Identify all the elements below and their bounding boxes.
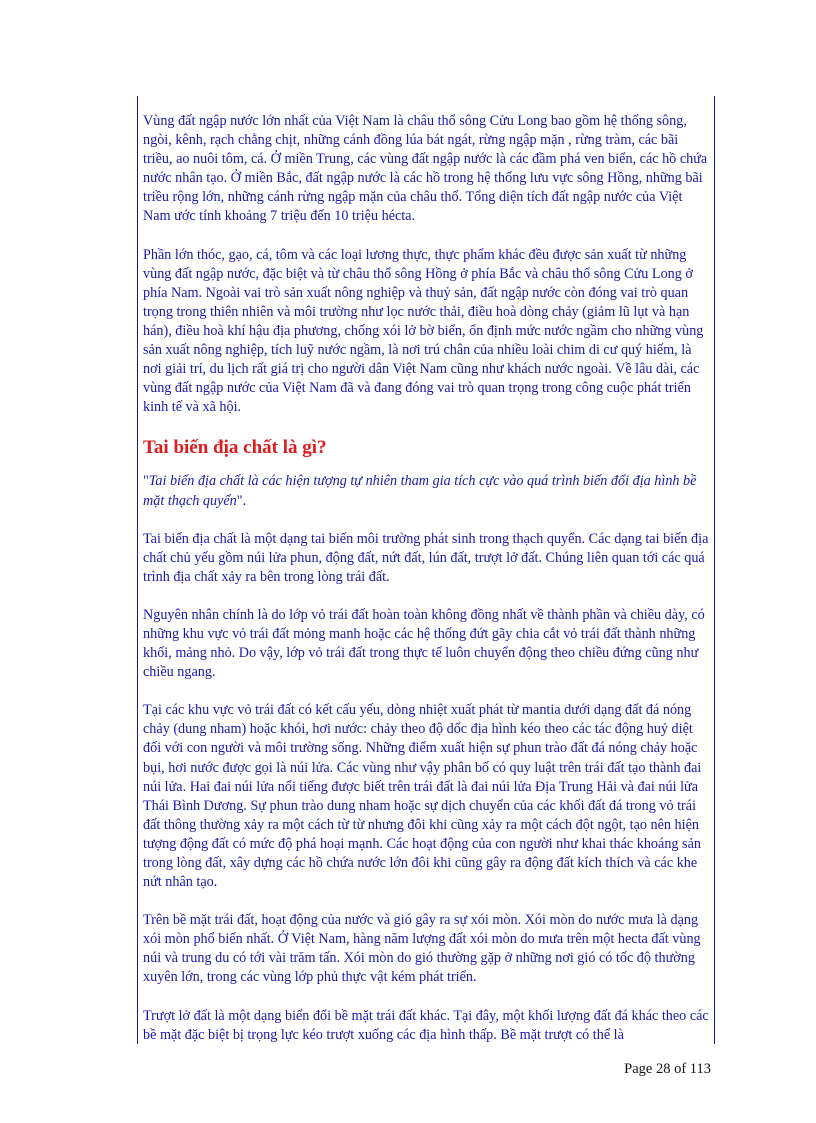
definition-quote-text: Tai biến địa chất là các hiện tượng tự nhiên tham gia tích cực vào quá trình biến đổi địa hình bề mặt thạch quyển: [143, 473, 697, 509]
section-heading: Tai biến địa chất là gì?: [143, 437, 327, 459]
paragraph-geohazard-definition: Tai biến địa chất là một dạng tai biến môi trường phát sinh trong thạch quyển. Các dạng tai biến địa chất chủ yếu gồm núi lửa phun, động đất, nứt đất, lún đất, trượt lở đất. Chúng liên quan tới các quá trình địa chất xảy ra bên trong lòng trái đất.: [143, 530, 709, 585]
paragraph-wetlands-role: Phần lớn thóc, gạo, cá, tôm và các loại lương thực, thực phẩm khác đều được sản xuất từ những vùng đất ngập nước, đặc biệt và từ châu thổ sông Hồng ở phía Bắc và châu thổ sông Cửu Long ở phía Nam. Ngoài vai trò sản xuất nông nghiệp và thuỷ sản, đất ngập nước còn đóng vai trò quan trọng trong thiên nhiên và môi trường như lọc nước thải, điều hoà dòng chảy (giảm lũ lụt và hạn hán), điều hoà khí hậu địa phương, chống xói lở bờ biển, ổn định mức nước ngầm cho những vùng sản xuất nông nghiệp, tích luỹ nước ngầm, là nơi trú chân của nhiều loài chim di cư quý hiếm, là nơi giải trí, du lịch rất giá trị cho người dân Việt Nam cũng như khách nước ngoài. Về lâu dài, các vùng đất ngập nước của Việt Nam đã và đang đóng vai trò quan trọng trong công cuộc phát triển kinh tế và xã hội.: [143, 246, 704, 416]
quote-close-mark: ".: [236, 492, 247, 509]
document-body: [143, 112, 711, 1064]
paragraph-landslide: Trượt lở đất là một dạng biến đổi bề mặt trái đất khác. Tại đây, một khối lượng đất đá khác theo các bề mặt đặc biệt bị trọng lực kéo trượt xuống các địa hình thấp. Bề mặt trượt có thể là: [143, 1007, 709, 1043]
page-number: Page 28 of 113: [624, 1061, 711, 1077]
quote-open-mark: ": [143, 473, 149, 490]
paragraph-erosion: Trên bề mặt trái đất, hoạt động của nước và gió gây ra sự xói mòn. Xói mòn do nước mưa là dạng xói mòn phổ biến nhất. Ở Việt Nam, hàng năm lượng đất xói mòn do mưa trên một hecta đất vùng núi và trung du có tới vài trăm tấn. Xói mòn do gió thường gặp ở những nơi gió có tốc độ thường xuyên lớn, trong các vùng lớp phủ thực vật kém phát triển.: [143, 912, 701, 986]
paragraph-main-cause: Nguyên nhân chính là do lớp vỏ trái đất hoàn toàn không đồng nhất về thành phần và chiều dày, có những khu vực vỏ trái đất mỏng manh hoặc các hệ thống đứt gãy chia cắt vỏ trái đất thành những khối, mảng nhỏ. Do vậy, lớp vỏ trái đất trong thực tế luôn chuyển động theo chiều đứng cũng như chiều ngang.: [143, 606, 705, 681]
paragraph-wetlands-area: Vùng đất ngập nước lớn nhất của Việt Nam là châu thổ sông Cửu Long bao gồm hệ thống sông, ngòi, kênh, rạch chằng chịt, những cánh đồng lúa bát ngát, rừng ngập mặn , rừng tràm, các bãi triều, ao nuôi tôm, cá. Ở miền Trung, các vùng đất ngập nước là các đầm phá ven biển, các hồ chứa nước nhân tạo. Ở miền Bắc, đất ngập nước là các hồ trong hệ thống lưu vực sông Hồng, những bãi triều rộng lớn, những cánh rừng ngập mặn của châu thổ. Tổng diện tích đất ngập nước của Việt Nam ước tính khoảng 7 triệu đến 10 triệu hécta.: [143, 113, 708, 225]
paragraph-volcanoes-earthquakes: Tại các khu vực vỏ trái đất có kết cấu yếu, dòng nhiệt xuất phát từ mantia dưới dạng đất đá nóng chảy (dung nham) hoặc khói, hơi nước: chảy theo độ dốc địa hình kéo theo các tác động huỷ diệt đối với con người và môi trường sống. Những điểm xuất hiện sự phun trào đất đá nóng chảy hoặc bụi, hơi nước được gọi là núi lửa. Các vùng như vậy phân bố có quy luật trên trái đất tạo thành đai núi lửa. Hai đai núi lửa nổi tiếng được biết trên trái đất là đai núi lửa Địa Trung Hải và đai núi lửa Thái Bình Dương. Sự phun trào dung nham hoặc sự dịch chuyển của các khối đất đá trong vỏ trái đất thông thường xảy ra một cách từ từ nhưng đôi khi cũng xảy ra một cách đột ngột, tạo nên hiện tượng động đất có mức độ phá hoại mạnh. Các hoạt động của con người như khai thác khoáng sản trong lòng đất, xây dựng các hồ chứa nước lớn đôi khi cũng gây ra động đất kích thích và các khe nứt nhân tạo.: [143, 702, 702, 891]
definition-quote: [143, 472, 711, 510]
